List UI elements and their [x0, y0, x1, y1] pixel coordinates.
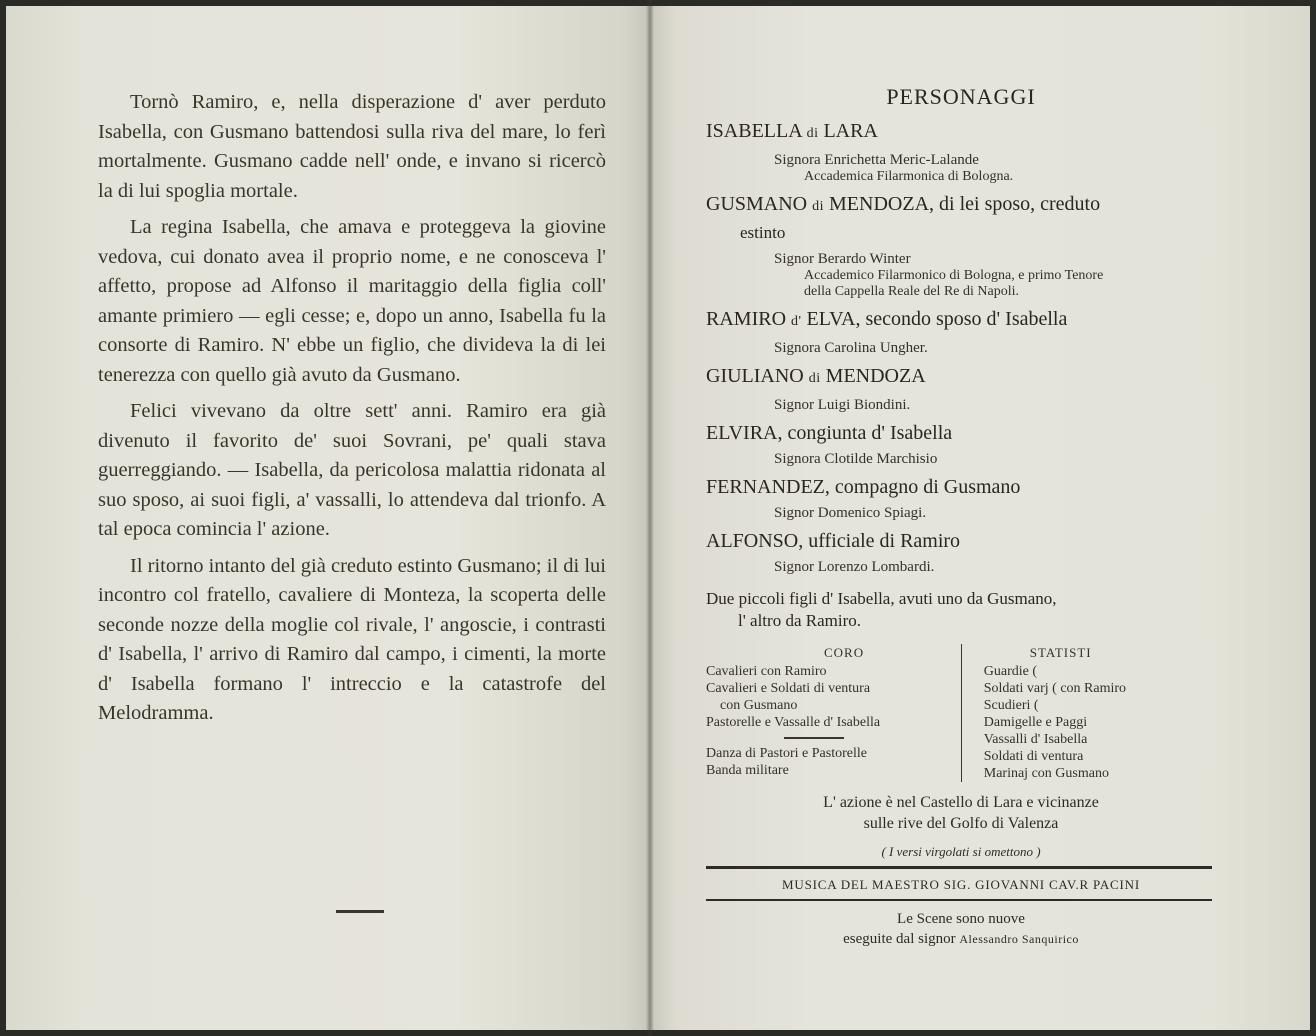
setting-note — [706, 792, 1216, 834]
role-entry — [706, 420, 1216, 468]
scenographer-name: Alessandro Sanquirico — [959, 931, 1079, 946]
role-line — [706, 306, 1216, 335]
end-rule — [336, 910, 384, 913]
role-line — [706, 528, 1216, 554]
coro-item: Danza di Pastori e Pastorelle — [706, 745, 867, 761]
setting-line-2: sulle rive del Golfo di Valenza — [863, 815, 1059, 832]
divider-rule — [706, 866, 1212, 869]
role-entry — [706, 306, 1216, 357]
statisti-item: Soldati di ventura — [983, 749, 1084, 764]
scenes-line-2-prefix: eseguite dal signor — [843, 930, 956, 947]
role-description: , ufficiale di Ramiro — [798, 530, 961, 552]
coro-item: Cavalieri e Soldati di ventura — [706, 681, 871, 696]
performer-name: Signor Luigi Biondini. — [774, 397, 911, 413]
role-name: ELVIRA — [706, 422, 778, 444]
statisti-item: Guardie ( — [983, 664, 1038, 679]
cast-list — [706, 80, 1216, 949]
role-description: , congiunta d' Isabella — [777, 422, 953, 444]
performer-note: Accademico Filarmonico di Bologna, e primo Tenore — [804, 268, 1104, 283]
book-gutter — [646, 0, 654, 1036]
coro-item: Banda militare — [706, 762, 789, 778]
performer-note: Accademica Filarmonica di Bologna. — [804, 169, 1014, 184]
role-particle: d' — [791, 314, 802, 329]
role-entry — [706, 191, 1216, 300]
role-surname: LARA — [823, 120, 878, 142]
role-line — [706, 474, 1216, 500]
performer-name: Signor Lorenzo Lombardi. — [774, 559, 935, 575]
scenes-line-1: Le Scene sono nuove — [897, 910, 1025, 927]
narrative-paragraph: Felici vivevano da oltre sett' anni. Ramiro era già divenuto il favorito de' suoi Sovrani, pe' quali stava guerreggiando. — Isabella, da pericolosa malattia ridonata al suo sposo, ai suoi figli, a' vassalli, lo attendeva dal trionfo. A tal epoca comincia l' azione. — [98, 400, 606, 540]
performer-name: Signor Berardo Winter — [774, 251, 911, 267]
divider-rule — [706, 899, 1212, 901]
performer-note: della Cappella Reale del Re di Napoli. — [804, 284, 1019, 299]
role-line — [706, 420, 1216, 446]
children-line-1: Due piccoli figli d' Isabella, avuti uno da Gusmano, — [706, 589, 1057, 608]
role-particle: di — [812, 199, 825, 214]
coro-item: Pastorelle e Vassalle d' Isabella — [706, 715, 881, 730]
narrative-paragraph: Il ritorno intanto del già creduto estinto Gusmano; il di lui incontro col fratello, cavaliere di Monteza, la scoperta delle seconde nozze della moglie col rivale, l' angoscie, i contrasti d' Isabella, l' arrivo di Ramiro dal campo, i cimenti, la morte d' Isabella formano l' intreccio e la catastrofe del Melodramma. — [98, 554, 606, 724]
role-name: GUSMANO — [706, 193, 808, 215]
children-entry — [706, 588, 1216, 632]
role-line — [706, 363, 1216, 392]
role-name: ISABELLA — [706, 120, 802, 142]
statisti-item: Scudieri ( — [983, 698, 1039, 713]
scenes-credit — [706, 909, 1216, 949]
scenes-line-2 — [706, 929, 1216, 949]
statisti-item: Marinaj con Gusmano — [983, 766, 1109, 781]
children-line-2: l' altro da Ramiro. — [738, 611, 861, 630]
coro-item: Cavalieri con Ramiro — [706, 664, 827, 679]
coro-heading: CORO — [824, 645, 865, 660]
statisti-item: Damigelle e Paggi — [983, 715, 1088, 730]
coro-divider — [784, 737, 844, 739]
performer-name: Signora Carolina Ungher. — [774, 340, 928, 356]
statisti-item: Soldati varj ( con Ramiro — [983, 681, 1127, 696]
role-particle: di — [808, 371, 821, 386]
performer-name: Signora Enrichetta Meric-Lalande — [774, 152, 979, 168]
role-entry — [706, 118, 1216, 185]
narrative-paragraph: Tornò Ramiro, e, nella disperazione d' aver perduto Isabella, con Gusmano battendosi sulla riva del mare, lo ferì mortalmente. Gusmano cadde nell' onde, e invano si ricercò la di lui spoglia mortale. — [98, 91, 606, 202]
verse-note: ( I versi virgolati si omettono ) — [881, 844, 1041, 859]
statisti-item: Vassalli d' Isabella — [983, 732, 1088, 747]
role-surname: MENDOZA — [825, 365, 926, 387]
narrative-paragraph: La regina Isabella, che amava e proteggeva la giovine vedova, cui donato avea il proprio nome, e ne conosceva l' affetto, propose ad Alfonso il maritaggio della figlia coll' amante primiero — egli cesse; e, dopo un anno, Isabella fu la consorte di Ramiro. N' ebbe un figlio, che divideva la di lei tenerezza con quello già avuto da Gusmano. — [98, 216, 606, 386]
role-name: ALFONSO — [706, 530, 799, 552]
role-line — [706, 191, 1216, 220]
role-description-continued: estinto — [740, 223, 786, 242]
role-entry — [706, 474, 1216, 522]
chorus-extras-table — [706, 644, 1216, 782]
role-description: , compagno di Gusmano — [824, 476, 1021, 498]
role-description: , di lei sposo, creduto — [929, 193, 1101, 215]
setting-line-1: L' azione è nel Castello di Lara e vicinanze — [823, 794, 1099, 811]
performer-name: Signor Domenico Spiagi. — [774, 505, 927, 521]
roles-list — [706, 118, 1216, 576]
role-surname: ELVA — [806, 308, 856, 330]
coro-item: con Gusmano — [720, 698, 798, 713]
plot-narrative — [98, 88, 606, 736]
role-particle: di — [806, 126, 819, 141]
role-description: , secondo sposo d' Isabella — [855, 308, 1068, 330]
role-entry — [706, 363, 1216, 414]
role-name: RAMIRO — [706, 308, 787, 330]
statisti-heading: STATISTI — [1029, 645, 1092, 660]
role-name: GIULIANO — [706, 365, 804, 387]
performer-name: Signora Clotilde Marchisio — [774, 451, 938, 467]
statisti-column — [962, 644, 1216, 782]
role-name: FERNANDEZ — [706, 476, 825, 498]
page-title: PERSONAGGI — [886, 84, 1036, 109]
role-entry — [706, 528, 1216, 576]
role-line — [706, 118, 1216, 147]
coro-column — [706, 644, 962, 782]
music-credit: MUSICA DEL MAESTRO SIG. GIOVANNI CAV.R PACINI — [782, 877, 1140, 892]
role-surname: MENDOZA — [829, 193, 930, 215]
